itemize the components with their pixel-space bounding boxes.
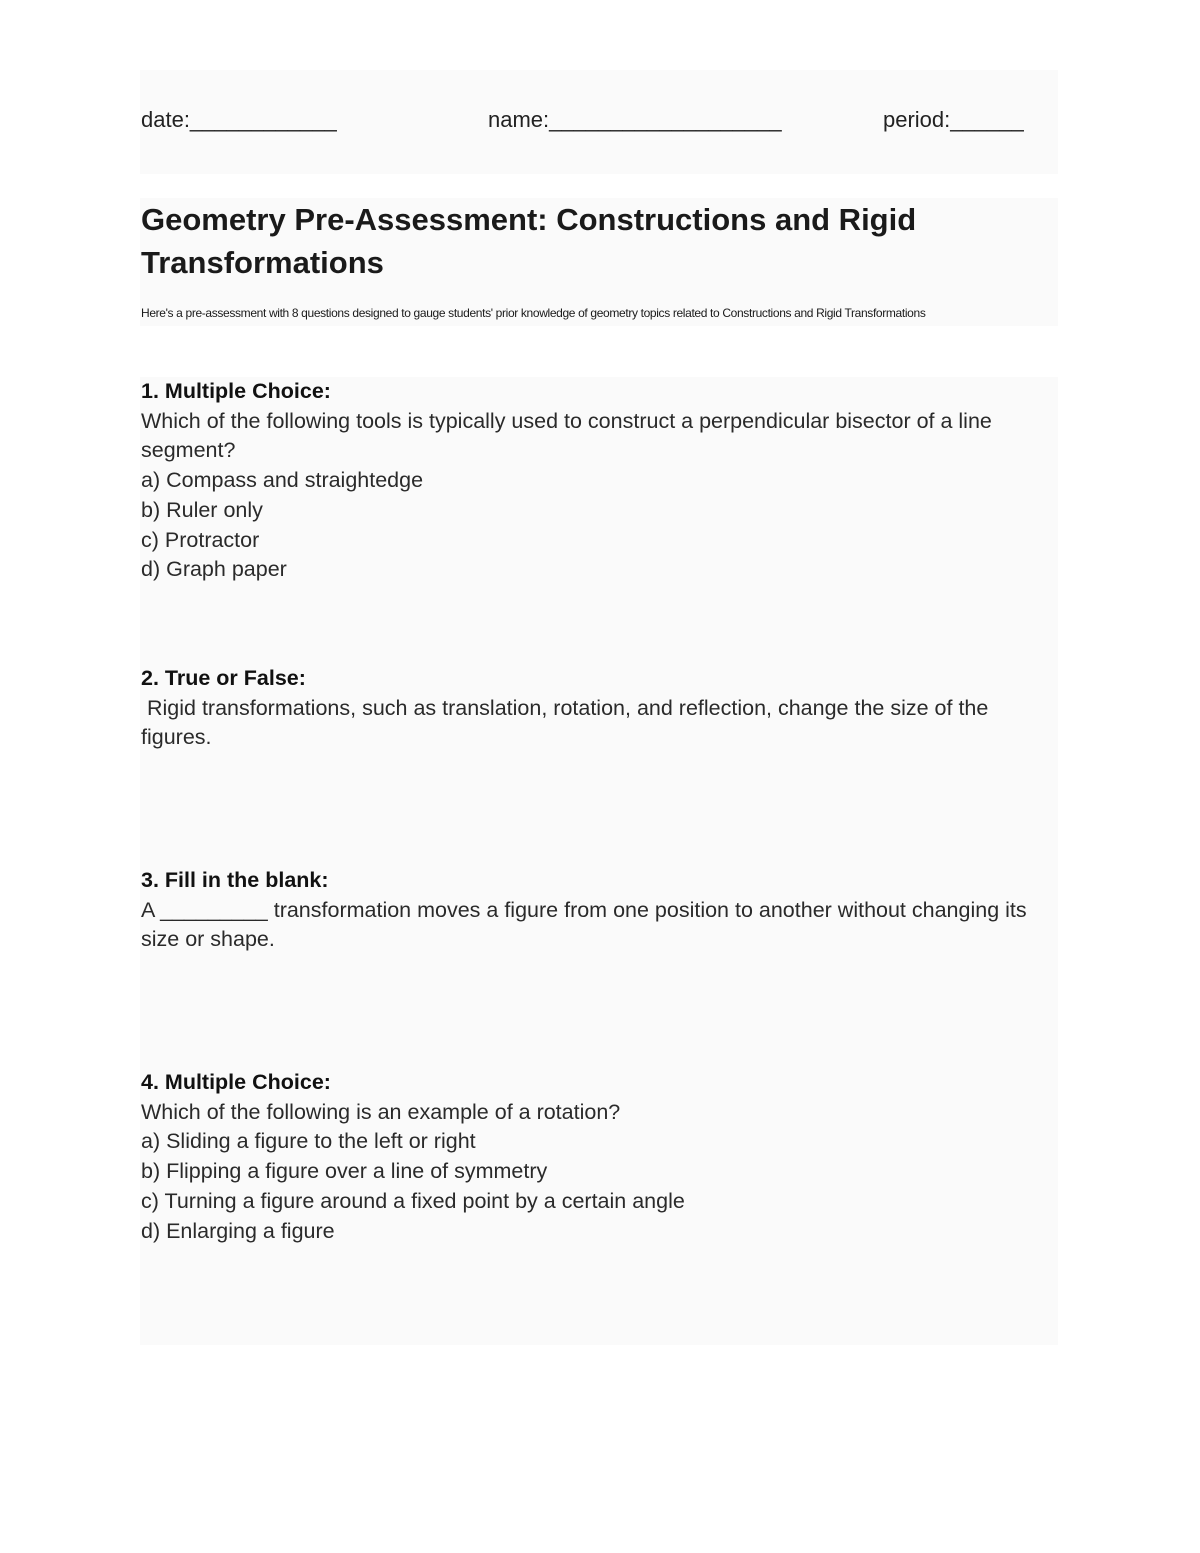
question-1 xyxy=(141,377,1051,585)
period-field[interactable]: period:______ xyxy=(883,107,1024,132)
answer-option-b: b) Ruler only xyxy=(141,497,263,522)
answer-option-a: a) Compass and straightedge xyxy=(141,468,424,493)
intro-text: Here's a pre-assessment with 8 questions designed to gauge students' prior knowledge of geometry topics related to Constructions and Rigid Transformations xyxy=(141,306,926,320)
page-title: Geometry Pre-Assessment: Constructions and Rigid Transformations xyxy=(141,202,917,280)
name-field[interactable]: name:___________________ xyxy=(488,107,782,132)
question-heading: 1. Multiple Choice: xyxy=(141,379,331,403)
answer-option-b: b) Flipping a figure over a line of symmetry xyxy=(141,1159,548,1184)
question-heading: 3. Fill in the blank: xyxy=(141,868,329,892)
question-2 xyxy=(141,664,1051,753)
question-3 xyxy=(141,866,1051,955)
question-4 xyxy=(141,1068,1051,1246)
answer-option-d: d) Enlarging a figure xyxy=(141,1218,335,1243)
date-field[interactable]: date:____________ xyxy=(141,107,337,132)
answer-option-c: c) Protractor xyxy=(141,527,260,552)
question-text: Rigid transformations, such as translation, rotation, and reflection, change the size of the figures. xyxy=(141,695,995,750)
question-text: Which of the following is an example of a rotation? xyxy=(141,1099,621,1124)
question-text: A _________ transformation moves a figure from one position to another without changing its size or shape. xyxy=(141,897,1027,952)
answer-option-a: a) Sliding a figure to the left or right xyxy=(141,1129,476,1154)
question-heading: 2. True or False: xyxy=(141,666,306,690)
answer-option-c: c) Turning a figure around a fixed point by a certain angle xyxy=(141,1188,685,1213)
answer-option-d: d) Graph paper xyxy=(141,557,287,582)
question-heading: 4. Multiple Choice: xyxy=(141,1070,331,1094)
question-text: Which of the following tools is typically used to construct a perpendicular bisector of a line segment? xyxy=(141,408,992,463)
